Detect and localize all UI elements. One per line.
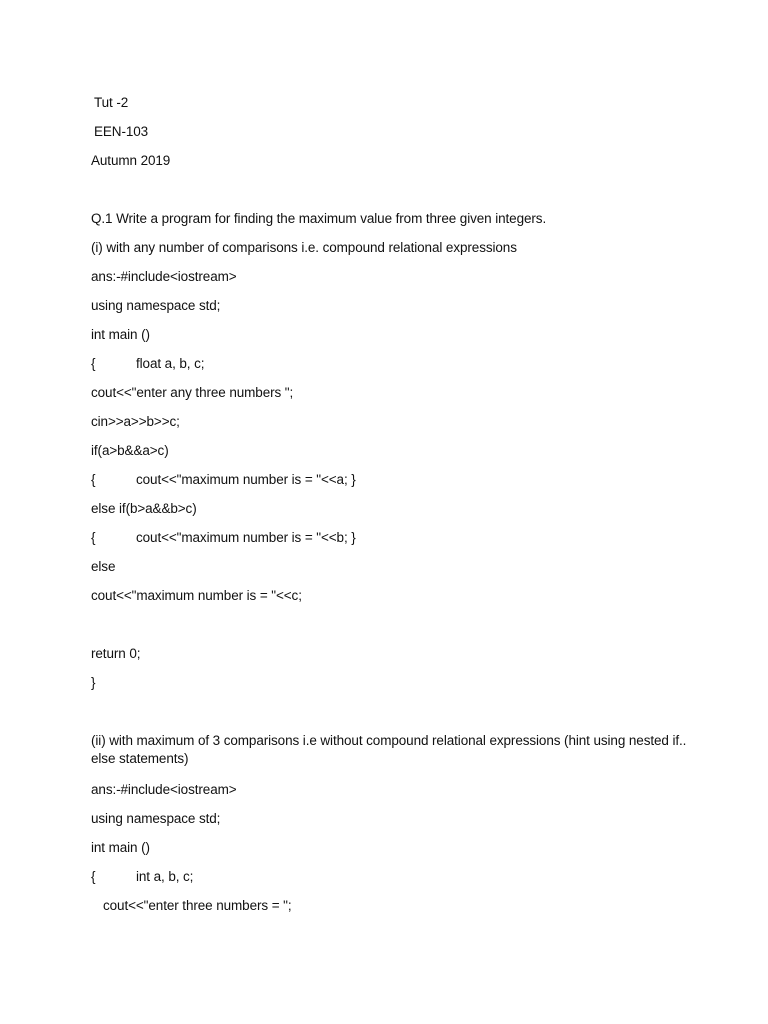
code-line [91,471,356,489]
code-prompt: cout<<"enter any three numbers "; [91,385,294,400]
code-using: using namespace std; [91,298,221,313]
term: Autumn 2019 [91,153,171,168]
answer-include: ans:-#include<iostream> [91,269,237,284]
code-using: using namespace std; [91,811,221,826]
code-output-b: cout<<"maximum number is = "<<b; } [136,530,356,545]
answer-include: ans:-#include<iostream> [91,782,237,797]
code-brace: { [91,472,96,487]
code-output-a: cout<<"maximum number is = "<<a; } [136,472,356,487]
course-code: EEN-103 [94,124,149,139]
code-line [91,868,193,886]
part-ii: (ii) with maximum of 3 comparisons i.e without compound relational expressions (hint using nested if.. else statements) [91,733,687,766]
code-output-c: cout<<"maximum number is = "<<c; [91,588,302,603]
code-main: int main () [91,327,150,342]
code-elseif: else if(b>a&&b>c) [91,501,197,516]
code-prompt: cout<<"enter three numbers = "; [103,898,292,913]
code-line [91,529,356,547]
code-cin: cin>>a>>b>>c; [91,414,180,429]
code-brace: { [91,869,96,884]
code-brace-close: } [91,675,96,690]
code-else: else [91,559,116,574]
question-1: Q.1 Write a program for finding the maximum value from three given integers. [91,211,547,226]
code-decl: int a, b, c; [136,869,194,884]
code-decl: float a, b, c; [136,356,205,371]
code-brace: { [91,530,96,545]
code-return: return 0; [91,646,141,661]
tut-label: Tut -2 [94,95,129,110]
code-brace: { [91,356,96,371]
code-main: int main () [91,840,150,855]
code-line [91,355,204,373]
code-if: if(a>b&&a>c) [91,443,169,458]
part-i: (i) with any number of comparisons i.e. compound relational expressions [91,240,517,255]
